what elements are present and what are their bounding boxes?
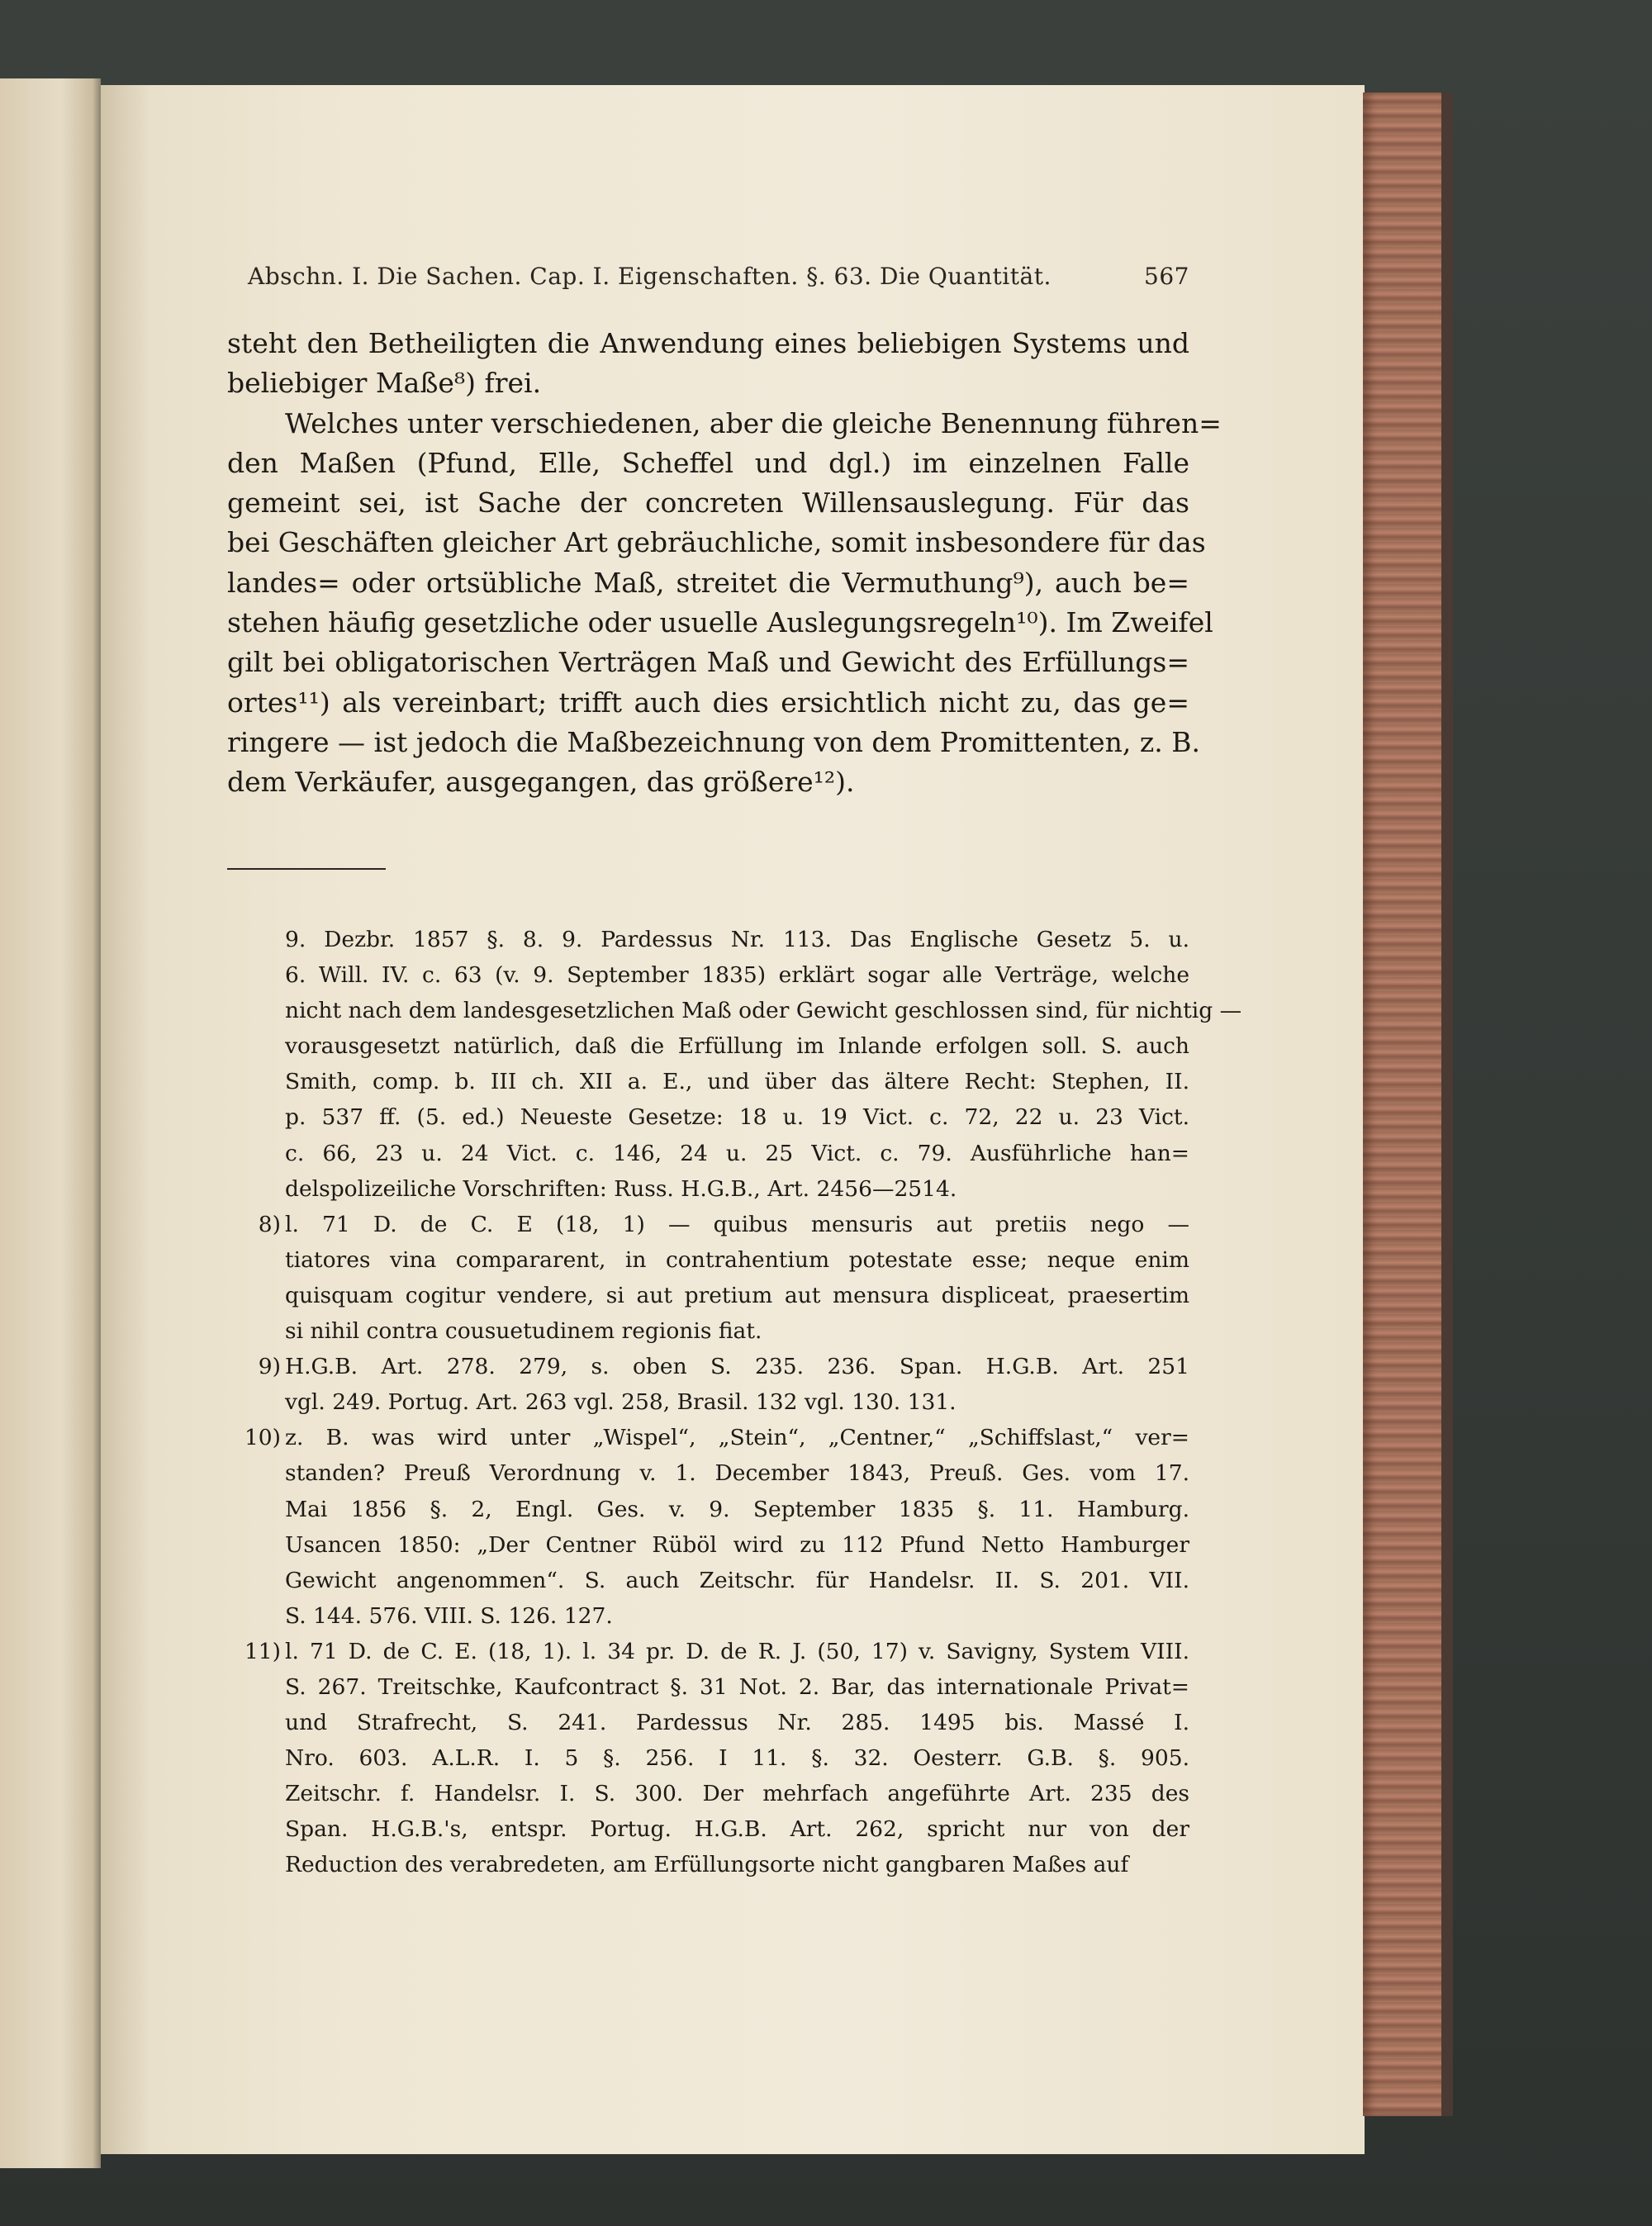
footnote-text: si nihil contra cousuetudinem regionis fiat. bbox=[285, 1318, 762, 1345]
footnote-line bbox=[248, 1028, 1189, 1064]
footnote-line bbox=[248, 1527, 1189, 1563]
footnotes bbox=[244, 922, 1242, 1883]
footnote-line bbox=[248, 1598, 1189, 1634]
footnote-line bbox=[248, 1313, 1189, 1349]
footnote-line bbox=[248, 1278, 1189, 1313]
footnote-line bbox=[248, 1563, 1189, 1598]
body-line: gemeint sei, ist Sache der concreten Willensauslegung. Für das bbox=[227, 486, 1189, 520]
footnote-number: 10) bbox=[244, 1425, 281, 1451]
footnote-text: Zeitschr. f. Handelsr. I. S. 300. Der mehrfach angeführte Art. 235 des bbox=[285, 1781, 1189, 1807]
footnote-text: Mai 1856 §. 2, Engl. Ges. v. 9. September 1835 §. 11. Hamburg. bbox=[285, 1496, 1189, 1522]
footnote-line bbox=[248, 1136, 1189, 1171]
footnote-line bbox=[248, 1740, 1189, 1776]
footnote-text: Smith, comp. b. III ch. XII a. E., und über das ältere Recht: Stephen, II. bbox=[285, 1069, 1189, 1095]
footnote-separator bbox=[227, 868, 386, 870]
footnote-line bbox=[248, 1455, 1189, 1491]
footnote-line bbox=[248, 1705, 1189, 1740]
footnote-text: l. 71 D. de C. E. (18, 1). l. 34 pr. D. de R. J. (50, 17) v. Savigny, System VIII. bbox=[285, 1638, 1189, 1664]
body-line: ringere — ist jedoch die Maßbezeichnung von dem Promittenten, z. B. bbox=[227, 725, 1200, 758]
footnote-text: Span. H.G.B.'s, entspr. Portug. H.G.B. Art. 262, spricht nur von der bbox=[285, 1816, 1189, 1843]
footnote-line bbox=[248, 1492, 1189, 1527]
running-header bbox=[248, 263, 1189, 299]
footnote-line bbox=[248, 922, 1189, 957]
page-number: 567 bbox=[1144, 263, 1189, 290]
footnote-line bbox=[248, 1171, 1189, 1207]
footnote-text: p. 537 ff. (5. ed.) Neueste Gesetze: 18 u. 19 Vict. c. 72, 22 u. 23 Vict. bbox=[285, 1104, 1189, 1131]
body-line: ortes¹¹) als vereinbart; trifft auch dies ersichtlich nicht zu, das ge= bbox=[227, 686, 1189, 719]
footnote-text: tiatores vina compararent, in contrahentium potestate esse; neque enim bbox=[285, 1246, 1189, 1273]
footnote-text: standen? Preuß Verordnung v. 1. December 1843, Preuß. Ges. vom 17. bbox=[285, 1460, 1189, 1487]
footnote-text: 9. Dezbr. 1857 §. 8. 9. Pardessus Nr. 113. Das Englische Gesetz 5. u. bbox=[285, 927, 1189, 952]
body-line: Welches unter verschiedenen, aber die gleiche Benennung führen= bbox=[285, 406, 1222, 439]
footnote-line bbox=[248, 1207, 1189, 1242]
footnote-text: Nro. 603. A.L.R. I. 5 §. 256. I 11. §. 32. Oesterr. G.B. §. 905. bbox=[285, 1745, 1189, 1772]
footnote-line bbox=[248, 1811, 1189, 1847]
body-text bbox=[227, 324, 1222, 803]
footnote-line bbox=[248, 1242, 1189, 1278]
footnote-number: 9) bbox=[258, 1354, 281, 1380]
body-line: den Maßen (Pfund, Elle, Scheffel und dgl.) im einzelnen Falle bbox=[227, 446, 1189, 479]
footnote-text: H.G.B. Art. 278. 279, s. oben S. 235. 236. Span. H.G.B. Art. 251 bbox=[285, 1354, 1189, 1380]
body-line: dem Verkäufer, ausgegangen, das größere¹²). bbox=[227, 766, 855, 799]
footnote-text: Usancen 1850: „Der Centner Rüböl wird zu 112 Pfund Netto Hamburger bbox=[285, 1531, 1189, 1558]
body-line: steht den Betheiligten die Anwendung eines beliebigen Systems und bbox=[227, 327, 1189, 359]
footnote-line bbox=[248, 993, 1242, 1028]
footnote-line bbox=[248, 1384, 1189, 1420]
footnote-text: quisquam cogitur vendere, si aut pretium aut mensura displiceat, praesertim bbox=[285, 1282, 1189, 1308]
footnote-text: 6. Will. IV. c. 63 (v. 9. September 1835) erklärt sogar alle Verträge, welche bbox=[285, 962, 1189, 989]
footnote-line bbox=[244, 1634, 1189, 1669]
body-line: gilt bei obligatorischen Verträgen Maß und Gewicht des Erfüllungs= bbox=[227, 646, 1189, 679]
body-line: landes= oder ortsübliche Maß, streitet die Vermuthung⁹), auch be= bbox=[227, 566, 1189, 599]
footnote-text: delspolizeiliche Vorschriften: Russ. H.G.B., Art. 2456—2514. bbox=[285, 1175, 957, 1202]
body-line: stehen häufig gesetzliche oder usuelle Auslegungsregeln¹⁰). Im Zweifel bbox=[227, 606, 1213, 639]
footnote-line bbox=[248, 1349, 1189, 1384]
footnote-text: l. 71 D. de C. E (18, 1) — quibus mensuris aut pretiis nego — bbox=[285, 1211, 1189, 1237]
footnote-text: und Strafrecht, S. 241. Pardessus Nr. 285. 1495 bis. Massé I. bbox=[285, 1710, 1189, 1736]
footnote-text: nicht nach dem landesgesetzlichen Maß oder Gewicht geschlossen sind, für nichtig — bbox=[285, 998, 1242, 1024]
footnote-text: S. 144. 576. VIII. S. 126. 127. bbox=[285, 1602, 613, 1629]
footnote-text: c. 66, 23 u. 24 Vict. c. 146, 24 u. 25 Vict. c. 79. Ausführliche han= bbox=[285, 1140, 1189, 1166]
footnote-line bbox=[248, 957, 1189, 993]
running-title: Abschn. I. Die Sachen. Cap. I. Eigenschaften. §. 63. Die Quantität. bbox=[248, 263, 1051, 290]
footnote-line bbox=[248, 1776, 1189, 1811]
footnote-line bbox=[248, 1669, 1189, 1705]
footnote-number: 8) bbox=[258, 1211, 281, 1237]
footnote-text: Reduction des verabredeten, am Erfüllungsorte nicht gangbaren Maßes auf bbox=[285, 1852, 1129, 1878]
footnote-text: S. 267. Treitschke, Kaufcontract §. 31 Not. 2. Bar, das internationale Privat= bbox=[285, 1673, 1189, 1700]
footnote-text: vorausgesetzt natürlich, daß die Erfüllung im Inlande erfolgen soll. S. auch bbox=[285, 1033, 1189, 1060]
footnote-text: vgl. 249. Portug. Art. 263 vgl. 258, Brasil. 132 vgl. 130. 131. bbox=[285, 1389, 957, 1416]
footnote-number: 11) bbox=[244, 1638, 281, 1664]
book-cover-edge bbox=[1441, 93, 1453, 2116]
footnote-text: Gewicht angenommen“. S. auch Zeitschr. für Handelsr. II. S. 201. VII. bbox=[285, 1567, 1189, 1593]
footnote-text: z. B. was wird unter „Wispel“, „Stein“, „Centner,“ „Schiffslast,“ ver= bbox=[285, 1425, 1189, 1451]
footnote-line bbox=[248, 1064, 1189, 1099]
footnote-line bbox=[248, 1847, 1189, 1882]
body-line: beliebiger Maße⁸) frei. bbox=[227, 367, 542, 400]
marbled-page-edge bbox=[1363, 93, 1441, 2116]
facing-page-edge bbox=[0, 78, 101, 2168]
footnote-line bbox=[244, 1420, 1189, 1455]
body-line: bei Geschäften gleicher Art gebräuchliche, somit insbesondere für das bbox=[227, 526, 1206, 559]
footnote-line bbox=[248, 1099, 1189, 1135]
